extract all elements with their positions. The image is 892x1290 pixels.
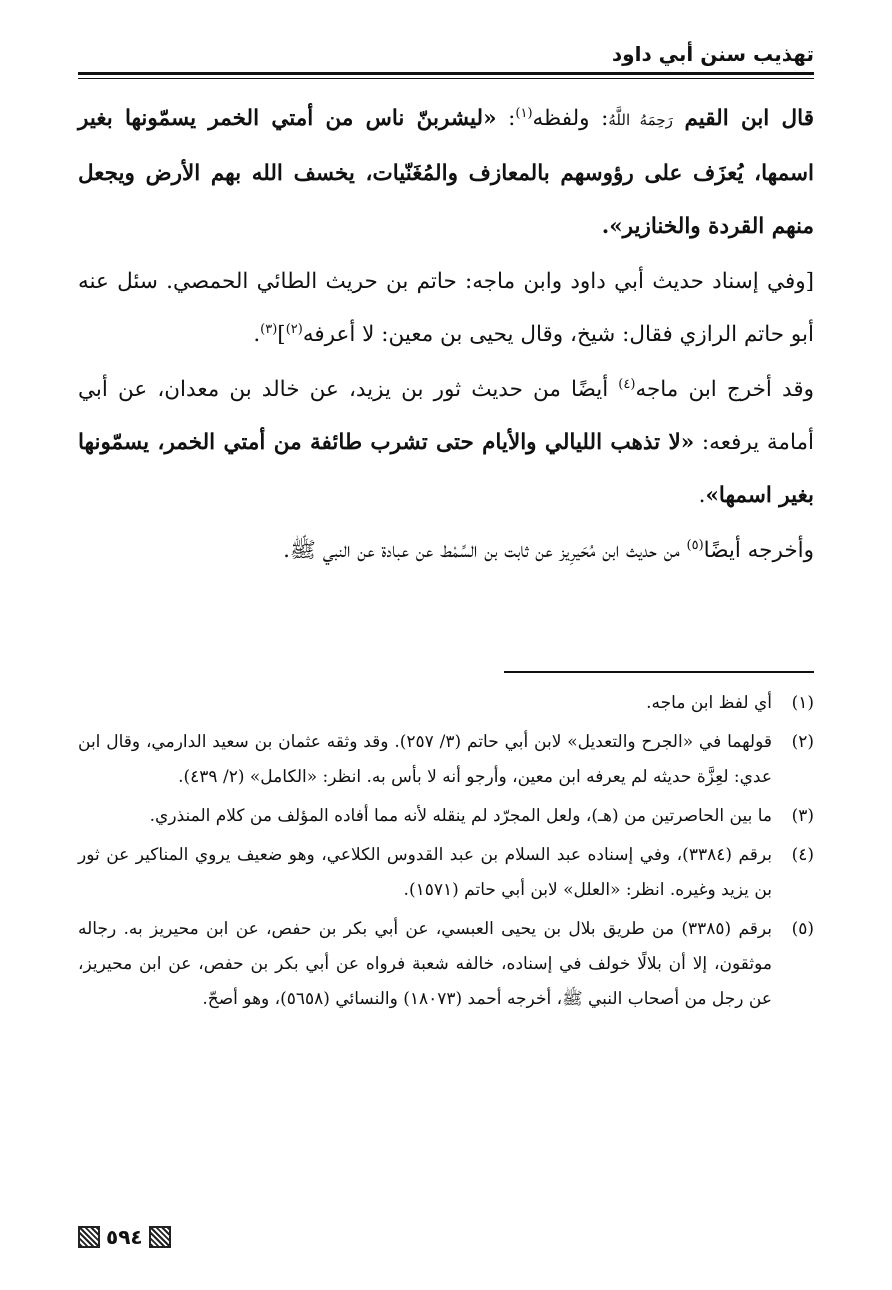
paragraph-2-end: . bbox=[253, 322, 261, 347]
footnote-text: أي لفظ ابن ماجه. bbox=[646, 693, 772, 713]
footnote-ref-1[interactable]: (١) bbox=[515, 105, 533, 121]
colon: : bbox=[508, 106, 516, 131]
speaker: قال ابن القيم bbox=[684, 106, 814, 131]
header-title: تهذيب سنن أبي داود bbox=[611, 42, 814, 66]
footnote-number: (٤) bbox=[791, 845, 814, 865]
footnote-number: (١) bbox=[791, 693, 814, 713]
paragraph-4 bbox=[78, 524, 814, 577]
bracket-close: ] bbox=[277, 322, 286, 347]
main-text bbox=[78, 92, 814, 577]
hadith-text-2: «لا تذهب الليالي والأيام حتى تشرب طائفة من أمتي الخمر، يسمّونها بغير اسمها» bbox=[78, 430, 814, 508]
footnote-5 bbox=[78, 912, 814, 1017]
paragraph-4-text-1: وأخرجه أيضًا bbox=[703, 538, 814, 563]
footnote-text: ما بين الحاصرتين من (هـ)، ولعل المجرّد لم ينقله لأنه مما أفاده المؤلف من كلام المنذري. bbox=[149, 806, 772, 826]
footnote-ref-2[interactable]: (٢) bbox=[285, 321, 303, 337]
footnote-number: (٥) bbox=[791, 919, 814, 939]
footnote-number: (٢) bbox=[791, 732, 814, 752]
footnote-ref-3[interactable]: (٣) bbox=[260, 321, 278, 337]
hadith-text-1: «ليشربنّ ناس من أمتي الخمر يسمّونها بغير اسمها، يُعزَف على رؤوسهم بالمعازف والمُغَنّيات، يخسف الله بهم الأرض ويجعل منهم القردة والخنازير». bbox=[78, 106, 814, 239]
footnote-separator bbox=[504, 671, 814, 673]
honorific: رَحِمَهُ اللَّهُ bbox=[608, 111, 673, 129]
paragraph-3 bbox=[78, 363, 814, 522]
page-number: ٥٩٤ bbox=[106, 1225, 143, 1249]
paragraph-3-end: . bbox=[698, 483, 706, 508]
footnote-number: (٣) bbox=[791, 806, 814, 826]
footnotes bbox=[78, 686, 814, 1021]
paragraph-1 bbox=[78, 92, 814, 253]
paragraph-3-text-1: وقد أخرج ابن ماجه bbox=[635, 377, 814, 402]
header-rule-thick bbox=[78, 72, 814, 75]
footnote-ref-5[interactable]: (٥) bbox=[686, 537, 704, 553]
ornament-square-icon bbox=[78, 1226, 100, 1248]
paragraph-2-text: [وفي إسناد حديث أبي داود وابن ماجه: حاتم بن حريث الطائي الحمصي. سئل عنه أبو حاتم الرازي فقال: شيخ، وقال يحيى بن معين: لا أعرفه bbox=[78, 269, 814, 347]
footnote-ref-4[interactable]: (٤) bbox=[618, 376, 636, 392]
footnote-text: برقم (٣٣٨٤)، وفي إسناده عبد السلام بن عبد القدوس الكلاعي، وهو ضعيف يروي المناكير عن ثور بن يزيد وغيره. انظر: «العلل» لابن أبي حاتم (١٥٧١). bbox=[78, 845, 772, 900]
ornament-square-icon bbox=[149, 1226, 171, 1248]
header-rule-thin bbox=[78, 78, 814, 79]
footnote-text: برقم (٣٣٨٥) من طريق بلال بن يحيى العبسي، عن أبي بكر بن حفص، عن ابن محيريز به. رجاله موثقون، إلا أن بلالًا خولف في إسناده، خالفه شعبة فرواه عن أبي بكر بن حفص، عن ابن محيريز، عن رجل من أصحاب النبي ﷺ، أخرجه أحمد (١٨٠٧٣) والنسائي (٥٦٥٨)، وهو أصحّ. bbox=[78, 919, 773, 1009]
footnote-1 bbox=[78, 686, 814, 721]
intro-text: : ولفظه bbox=[532, 106, 609, 131]
paragraph-2 bbox=[78, 255, 814, 361]
footnote-text: قولهما في «الجرح والتعديل» لابن أبي حاتم (٣/ ٢٥٧). وقد وثقه عثمان بن سعيد الدارمي، وقال ابن عدي: لعِزَّة حديثه لم يعرفه ابن معين، وأرجو أنه لا بأس به. انظر: «الكامل» (٢/ ٤٣٩). bbox=[78, 732, 773, 787]
page-number-block bbox=[78, 1222, 171, 1252]
paragraph-4-text-2: من حديث ابن مُحَيرِيز عن ثابت بن السِّمْط عن عبادة عن النبي ﷺ. bbox=[283, 538, 687, 563]
footnote-4 bbox=[78, 838, 814, 908]
paragraph-3-text-2: أيضًا من حديث ثور بن يزيد، عن خالد بن معدان، عن أبي أمامة يرفعه: bbox=[78, 377, 814, 455]
footnote-3 bbox=[78, 799, 814, 834]
running-header bbox=[78, 28, 814, 78]
footnote-2 bbox=[78, 725, 814, 795]
